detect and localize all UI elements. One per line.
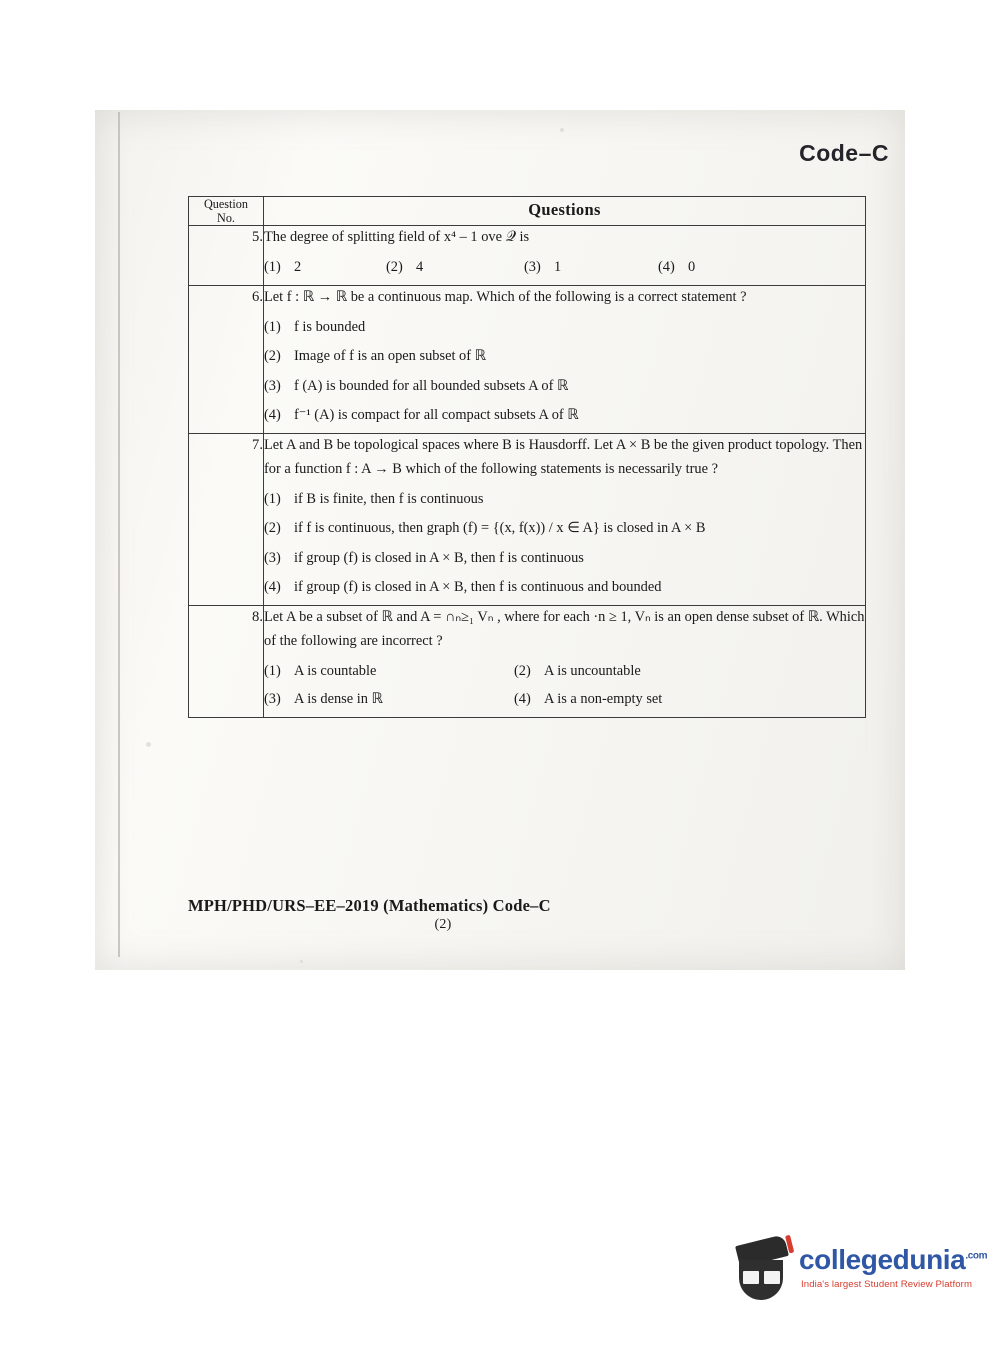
- graduate-avatar-icon: [725, 1238, 791, 1304]
- option-label: (2): [264, 520, 281, 537]
- option-text: 0: [688, 259, 696, 276]
- option-label: (2): [264, 348, 281, 365]
- option-label: (1): [264, 319, 281, 336]
- table-header-row: [189, 197, 866, 226]
- question-stem: Let f : ℝ → ℝ be a continuous map. Which of the following is a correct statement ?: [264, 288, 747, 305]
- options-list: [264, 316, 865, 427]
- brand-tagline: India's largest Student Review Platform: [801, 1279, 973, 1290]
- option[interactable]: [658, 256, 695, 279]
- option-text: A is a non-empty set: [544, 691, 663, 708]
- option-text: 2: [294, 259, 302, 276]
- option-label: (4): [658, 259, 675, 276]
- option-text: A is dense in ℝ: [294, 691, 383, 708]
- option[interactable]: [386, 256, 524, 279]
- table-row: [189, 285, 866, 434]
- option[interactable]: [264, 517, 865, 540]
- question-number: 6.: [189, 285, 264, 434]
- brand-name: [799, 1244, 987, 1276]
- option-text: if B is finite, then f is continuous: [294, 491, 484, 508]
- option-text: A is uncountable: [544, 662, 641, 679]
- options-list: [264, 660, 865, 712]
- header-question-no: [189, 197, 264, 226]
- option-label: (1): [264, 259, 281, 276]
- question-stem: Let A be a subset of ℝ and A = ∩ₙ≥₁ Vₙ , where for each ·n ≥ 1, Vₙ is an open dense subset of ℝ. Which of the following are incorrect ?: [264, 609, 865, 649]
- option-text: Image of f is an open subset of ℝ: [294, 348, 487, 365]
- option-label: (1): [264, 491, 281, 508]
- option-text: f⁻¹ (A) is compact for all compact subsets A of ℝ: [294, 407, 579, 424]
- header-question-no-line2: No.: [217, 211, 235, 226]
- option-label: (3): [524, 259, 541, 276]
- table-row: [189, 434, 866, 606]
- option-label: (4): [264, 579, 281, 595]
- question-number: 8.: [189, 606, 264, 717]
- option-label: (2): [514, 662, 531, 679]
- table-row: [189, 226, 866, 286]
- options-list: [264, 256, 865, 279]
- option-text: A is countable: [294, 662, 377, 679]
- scan-speck: [560, 128, 564, 132]
- option[interactable]: [514, 688, 662, 711]
- option-label: (1): [264, 662, 281, 679]
- option-label: (3): [264, 691, 281, 708]
- option[interactable]: [514, 660, 641, 683]
- footer-title: MPH/PHD/URS–EE–2019 (Mathematics) Code–C: [188, 896, 551, 915]
- question-number: 5.: [189, 226, 264, 286]
- question-body: [264, 285, 866, 434]
- questions-table: [188, 196, 866, 718]
- option[interactable]: [264, 345, 865, 368]
- option[interactable]: [264, 547, 865, 570]
- question-body: [264, 434, 866, 606]
- question-stem: The degree of splitting field of x⁴ – 1 ove 𝒬 is: [264, 229, 530, 246]
- header-questions: Questions: [264, 197, 866, 226]
- option-label: (3): [264, 377, 281, 394]
- question-body: [264, 606, 866, 717]
- option-text: if f is continuous, then graph (f) = {(x, f(x)) / x ∈ A} is closed in A × B: [294, 520, 706, 537]
- option[interactable]: [524, 256, 658, 279]
- question-stem: Let A and B be topological spaces where B is Hausdorff. Let A × B be the given product topology. Then for a function f : A → B which of the following statements is necessarily true ?: [264, 437, 863, 477]
- page-left-edge: [118, 112, 120, 957]
- option[interactable]: [264, 688, 514, 711]
- option-label: (4): [514, 691, 531, 708]
- option-text: f (A) is bounded for all bounded subsets A of ℝ: [294, 377, 569, 394]
- option[interactable]: [264, 488, 865, 511]
- option-text: 4: [416, 259, 424, 276]
- option-row: [264, 660, 865, 683]
- option-label: (3): [264, 549, 281, 566]
- option[interactable]: [264, 576, 865, 599]
- option[interactable]: [264, 404, 865, 427]
- glasses-right-icon: [762, 1269, 782, 1286]
- option[interactable]: [264, 316, 865, 339]
- collegedunia-watermark: [717, 1234, 988, 1316]
- page-code-label: Code–C: [799, 140, 889, 166]
- glasses-left-icon: [741, 1269, 761, 1286]
- scan-speck: [146, 742, 151, 747]
- option-text: 1: [554, 259, 562, 276]
- option-row: [264, 688, 865, 711]
- page-number: (2): [434, 917, 452, 932]
- brand-suffix: .com: [965, 1250, 988, 1262]
- option-label: (4): [264, 407, 281, 424]
- question-number: 7.: [189, 434, 264, 606]
- option[interactable]: [264, 660, 514, 683]
- table-row: [189, 606, 866, 717]
- option-row: [264, 256, 865, 279]
- option-label: (2): [386, 259, 403, 276]
- header-question-no-line1: Question: [203, 197, 248, 211]
- option-text: if group (f) is closed in A × B, then f is continuous and bounded: [294, 579, 662, 595]
- option-text: f is bounded: [294, 319, 366, 336]
- option[interactable]: [264, 375, 865, 398]
- scan-speck: [300, 960, 303, 963]
- face-icon: [739, 1260, 783, 1300]
- options-list: [264, 488, 865, 599]
- page-footer: [188, 896, 878, 933]
- option-text: if group (f) is closed in A × B, then f is continuous: [294, 549, 584, 566]
- option[interactable]: [264, 256, 386, 279]
- brand-text: collegedunia: [799, 1244, 966, 1275]
- question-body: [264, 226, 866, 286]
